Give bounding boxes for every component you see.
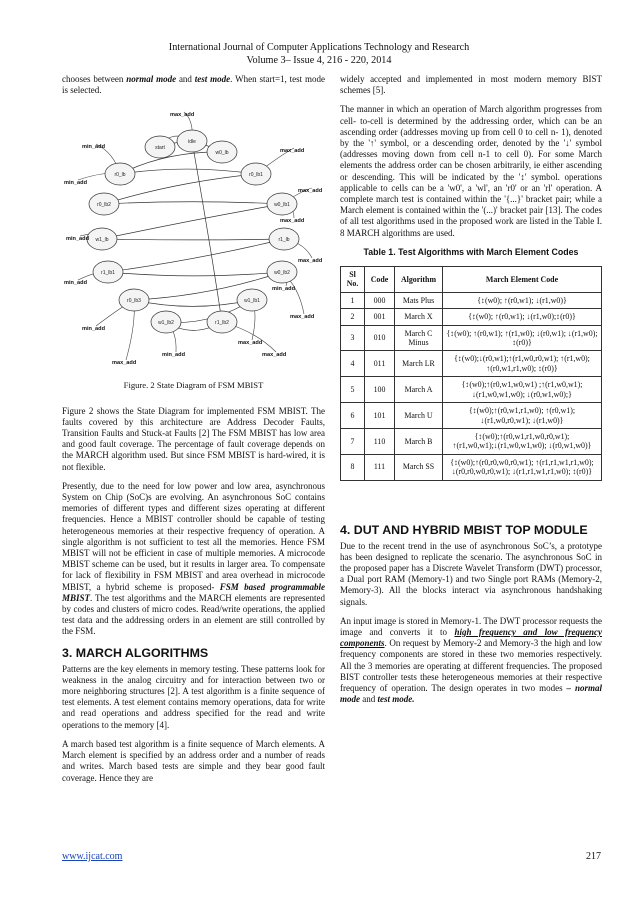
state-label: r0_lb1	[249, 172, 263, 179]
edge-label: min_add	[82, 326, 106, 333]
page-header	[0, 41, 638, 67]
cell-march-element-code: {↕(w0);↓(r0,w1);↑(r1,w0,r0,w1); ↑(r1,w0); ↑(r0,w1,r1,w0); ↕(r0)}	[443, 351, 602, 377]
page-number: 217	[586, 851, 601, 862]
march-algorithm-table	[340, 266, 602, 481]
cell-algorithm: March SS	[395, 454, 443, 480]
cell-algorithm: March B	[395, 428, 443, 454]
state-label: r0_lb3	[127, 298, 141, 305]
fsm-state-diagram	[62, 104, 325, 374]
header-algorithm: Algorithm	[395, 267, 443, 293]
left-column	[62, 74, 325, 792]
table-row	[341, 309, 602, 325]
cell-march-element-code: {↕(w0); ↑(r0,w1); ↓(r1,w0);↕(r0)}	[443, 309, 602, 325]
state-transition-edge	[134, 300, 252, 306]
state-label: r0_lb2	[97, 202, 111, 209]
edge-label: min_add	[64, 280, 88, 287]
edge-label: max_add	[262, 352, 287, 359]
table-row	[341, 351, 602, 377]
state-transition-edge	[192, 141, 222, 322]
edge-label: min_add	[64, 180, 88, 187]
edge-label: min_add	[272, 286, 296, 293]
left-paragraph-0: chooses between normal mode and test mode. When start=1, test mode is selected.	[62, 74, 325, 96]
cell-sl-no: 7	[341, 428, 365, 454]
edge-label: max_add	[280, 218, 305, 225]
state-label: w0_lb2	[274, 270, 290, 277]
volume-info: Volume 3– Issue 4, 216 - 220, 2014	[246, 55, 392, 66]
cell-march-element-code: {↕(w0);↑(r0,w1,w0,w1) ;↑(r1,w0,w1); ↓(r1,w0,w1,w0); ↓(r0,w1,w0);}	[443, 377, 602, 403]
state-transition-edge	[108, 239, 284, 272]
table-row	[341, 454, 602, 480]
cell-code: 100	[365, 377, 395, 403]
header-march-element-code: March Element Code	[443, 267, 602, 293]
cell-march-element-code: {↕(w0);↑(r0,w1,r1,w0,r0,w1); ↑(r1,w0,w1);↓(r1,w0,w1,w0); ↓(r0,w1,w0)}	[443, 428, 602, 454]
cell-code: 110	[365, 428, 395, 454]
table-row	[341, 325, 602, 351]
cell-algorithm: March LR	[395, 351, 443, 377]
right-paragraph-2: Due to the recent trend in the use of asynchronous SoC’s, a prototype has been designed to replicate the scenario. The asynchronous SoC in the proposed paper has a Discrete Wavelet Transform (DWT) processor, a Dual port RAM (Memory-1) and two Single port RAMs (Memory-2, Memory-3). All the blocks interact via asynchronous handshaking signals.	[340, 540, 602, 607]
edge-label: max_add	[170, 112, 195, 119]
edge-label: min_add	[82, 144, 106, 151]
left-paragraph-3: Patterns are the key elements in memory testing. These patterns look for weakness in the analog circuitry and for interaction between two or more neighboring structures [2]. A test algorithm is a finite sequence of test elements. A test element contains memory operations, data for write and read operations and address specified for the read and write operations to the memory [4].	[62, 663, 325, 730]
cell-code: 000	[365, 292, 395, 308]
state-transition-edge	[120, 169, 256, 174]
cell-code: 001	[365, 309, 395, 325]
section-heading-march: 3. MARCH ALGORITHMS	[62, 645, 209, 660]
edge-label: max_add	[280, 148, 305, 155]
cell-algorithm: March C Minus	[395, 325, 443, 351]
right-column	[340, 74, 602, 713]
state-label: idle	[188, 139, 196, 146]
cell-march-element-code: {↕(w0);↑(r0,r0,w0,r0,w1); ↑(r1,r1,w1,r1,w0); ↓(r0,r0,w0,r0,w1); ↓(r1,r1,w1,r1,w0); ↕(r0)}	[443, 454, 602, 480]
cell-code: 101	[365, 403, 395, 429]
cell-algorithm: March U	[395, 403, 443, 429]
edge-label: max_add	[298, 188, 323, 195]
journal-name: International Journal of Computer Applications Technology and Research	[168, 42, 470, 53]
cell-march-element-code: {↕(w0); ↑(r0,w1); ↑(r1,w0); ↓(r0,w1); ↓(r1,w0); ↕(r0)}	[443, 325, 602, 351]
cell-algorithm: March A	[395, 377, 443, 403]
cell-sl-no: 3	[341, 325, 365, 351]
table-title: Table 1. Test Algorithms with March Element Codes	[363, 246, 579, 257]
table-row	[341, 428, 602, 454]
state-transition-edge	[102, 239, 284, 240]
cell-algorithm: March X	[395, 309, 443, 325]
cell-code: 011	[365, 351, 395, 377]
state-label: w1_lb	[95, 237, 109, 244]
cell-sl-no: 4	[341, 351, 365, 377]
state-transition-edge	[108, 272, 282, 276]
left-paragraph-4: A march based test algorithm is a finite sequence of March elements. A March element is specified by an address order and a number of reads and writes. March based tests are simple and they bear good fault coverage. Hence they are	[62, 738, 325, 783]
state-label: r1_lb	[278, 237, 290, 244]
edge-label: max_add	[238, 340, 263, 347]
state-label: start	[155, 145, 165, 152]
figure-caption: Figure. 2 State Diagram of FSM MBIST	[123, 380, 264, 391]
state-transition-edge	[120, 152, 222, 174]
cell-march-element-code: {↕(w0);↑(r0,w1,r1,w0); ↑(r0,w1); ↓(r1,w0,r0,w1); ↓(r1,w0)}	[443, 403, 602, 429]
state-label: r1_lb2	[215, 320, 229, 327]
section-heading-dut: 4. DUT AND HYBRID MBIST TOP MODULE	[340, 522, 588, 537]
state-label: r1_lb1	[101, 270, 115, 277]
edge-label: max_add	[298, 258, 323, 265]
right-paragraph-0: widely accepted and implemented in most modern memory BIST schemes [5].	[340, 74, 602, 96]
edge-label: min_add	[66, 236, 90, 243]
table-row	[341, 403, 602, 429]
cell-sl-no: 1	[341, 292, 365, 308]
state-label: w0_lb	[215, 150, 229, 157]
table-header-row	[341, 267, 602, 293]
table-body	[341, 292, 602, 480]
cell-sl-no: 5	[341, 377, 365, 403]
state-label: w0_lb1	[274, 202, 290, 209]
footer-url-link[interactable]: www.ijcat.com	[62, 851, 123, 862]
edge-label: min_add	[162, 352, 186, 359]
state-diagram-figure	[62, 104, 325, 374]
table-row	[341, 292, 602, 308]
cell-sl-no: 6	[341, 403, 365, 429]
cell-sl-no: 8	[341, 454, 365, 480]
left-paragraph-2: Presently, due to the need for low power and low area, asynchronous System on Chip (SoC)s are evolving. An asynchronous SoC contains memories of different types and different sizes operating at different frequencies. Hence a MBIST controller should be capable of testing heterogeneous memories at their respective frequency of operation. A single algorithm is not sufficient to test all the memories. Hence FSM MBIST will not be efficient in case of multiple memories. A microcode MBIST scheme can be used, but it results in larger area. To compensate for lack of flexibility in FSM MBIST and area overhead in microcode MBIST, a hybrid scheme is proposed- FSM based programmable MBIST. The test algorithms and the MARCH elements are represented by codes and clusters of micro codes. Read/write operations, the applied test data and the addressing orders in an element are still controlled by the FSM.	[62, 480, 326, 637]
state-label: w1_lb2	[158, 320, 174, 327]
right-paragraph-3: An input image is stored in Memory-1. The DWT processor requests the image and converts it to high frequency and low frequency components. On request by Memory-2 and Memory-3 the high and low frequency components are stored in these two memories respectively. All the 3 memories are operating at different frequencies. The proposed BIST controller tests these heterogeneous memories at their respective frequency of operation. The design operates in two modes – normal mode and test mode.	[340, 615, 602, 705]
cell-march-element-code: {↕(w0); ↑(r0,w1); ↓(r1,w0)}	[443, 292, 602, 308]
header-code: Code	[365, 267, 395, 293]
state-label: w1_lb1	[244, 298, 260, 305]
cell-algorithm: Mats Plus	[395, 292, 443, 308]
cell-sl-no: 2	[341, 309, 365, 325]
table-row	[341, 377, 602, 403]
state-transition-edge	[104, 202, 282, 204]
header-sl-no: Sl No.	[341, 267, 365, 293]
left-paragraph-1: Figure 2 shows the State Diagram for implemented FSM MBIST. The faults covered by this architecture are Address Decoder Faults, Transition Faults and Stuck-at Faults [2] The FSM MBIST has low area and good fault coverage. The percentage of fault coverage depends on the MARCH algorithm used. But since FSM MBIST is hard-wired, it is not flexible.	[62, 405, 325, 472]
cell-code: 010	[365, 325, 395, 351]
state-transition-edge	[102, 204, 282, 239]
edge-label: max_add	[112, 360, 137, 367]
cell-code: 111	[365, 454, 395, 480]
right-paragraph-1: The manner in which an operation of March algorithm progresses from cell- to-cell is determined by the addressing order, which can be an ascending order (addresses moving up from cell 0 to cell n- 1), denoted by the '↑' symbol, or a descending order, denoted by the '↓' symbol (addresses moving down from cell n-1 to cell 0). For some March elements the address order can be chosen arbitrarily, ie either ascending or descending. This will be indicated by the '↕' symbol. operations applicable to cells can be a 'w0', a 'wl', an 'r0' or an 'rl' operation. A complete march test is contained within the '{...}' bracket pair; while a March element is contained within the '(...)' bracket pair [13]. The codes of all test algorithms used in the proposed work are listed in the Table I. 8 MARCH algorithms are used.	[340, 104, 602, 238]
edge-label: max_add	[290, 314, 315, 321]
state-label: r0_lb	[114, 172, 126, 179]
